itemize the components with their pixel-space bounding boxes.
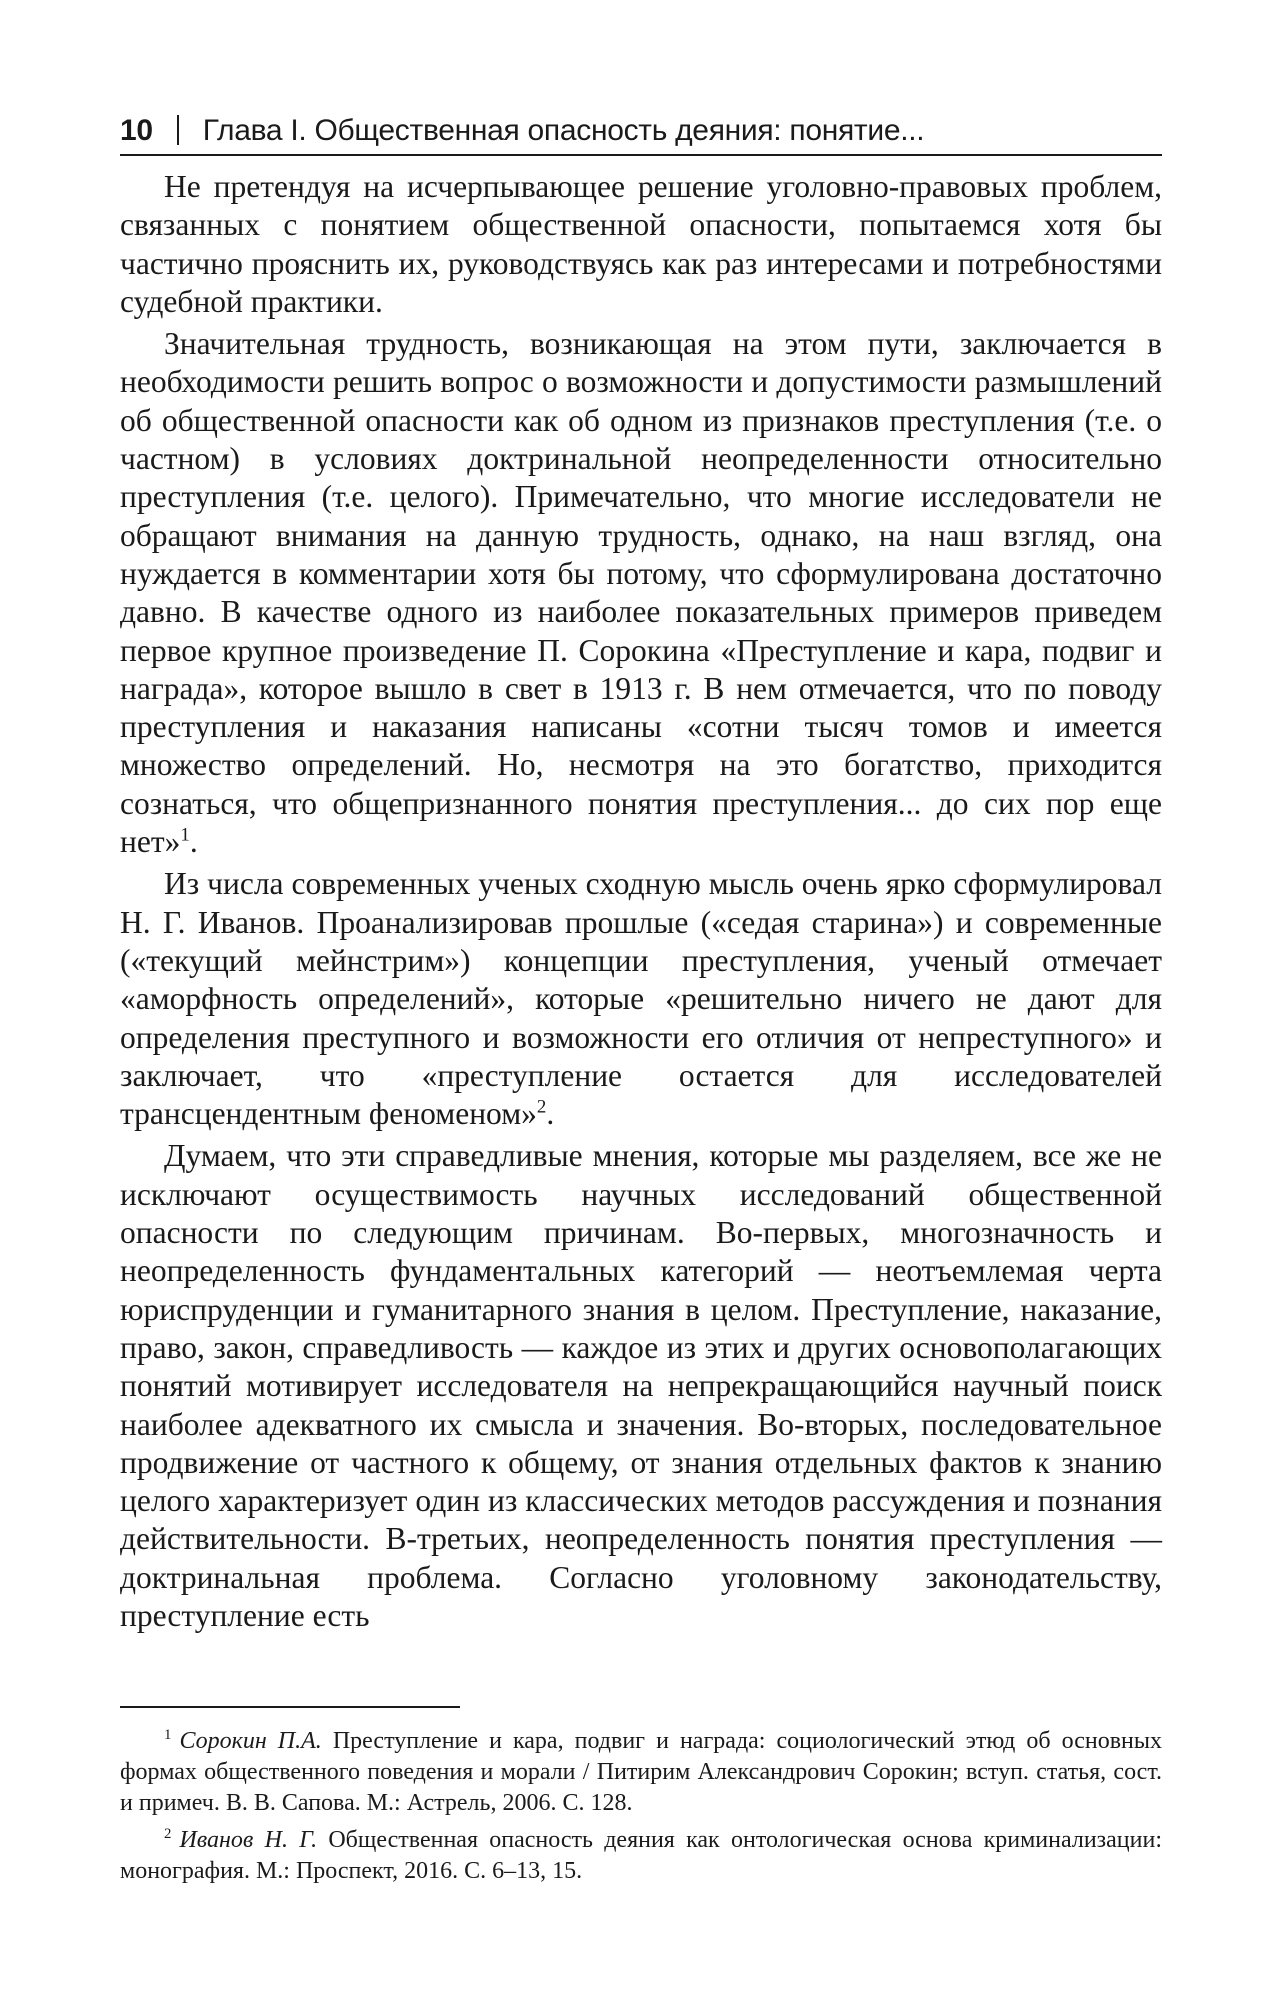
paragraph-4-text: Думаем, что эти справедливые мнения, которые мы разделяем, все же не исключают осуществимость научных исследований общественной опасности по следующим причинам. Во-первых, многозначность и неопределенность фундаментальных категорий — неотъемлемая черта юриспруденции и гуманитарного знания в целом. Преступление, наказание, право, закон, справедливость — каждое из этих и других основополагающих понятий мотивирует исследователя на непрекращающийся научный поиск наиболее адекватного их смысла и значения. Во-вторых, последовательное продвижение от частного к общему, от знания отдельных фактов к знанию целого характеризует один из классических методов рассуждения и познания действительности. В-третьих, неопределенность понятия преступления — доктринальная проблема. Согласно уголовному законодательству, преступление есть xyxy=(120,1138,1162,1633)
footnote-1-mark: 1 xyxy=(164,1727,172,1743)
footnotes xyxy=(120,1726,1162,1893)
chapter-title: Глава I. Общественная опасность деяния: понятие... xyxy=(202,114,925,147)
footnote-ref-1: 1 xyxy=(180,824,190,846)
body-text xyxy=(120,168,1162,1639)
paragraph-1 xyxy=(120,168,1162,321)
footnote-2-mark: 2 xyxy=(164,1826,172,1842)
footnote-2-text: Общественная опасность деяния как онтологическая основа криминализации: монография. М.: Проспект, 2016. С. 6–13, 15. xyxy=(120,1827,1163,1884)
book-page xyxy=(120,0,1162,2000)
paragraph-4 xyxy=(120,1137,1162,1635)
paragraph-3-end: . xyxy=(546,1096,555,1132)
paragraph-2-end: . xyxy=(189,824,198,860)
footnote-rule xyxy=(120,1706,460,1708)
footnote-ref-2: 2 xyxy=(536,1096,547,1118)
paragraph-2 xyxy=(120,325,1162,861)
paragraph-3-text: Из числа современных ученых сходную мысль очень ярко сформулировал Н. Г. Иванов. Проанализировав прошлые («седая старина») и современные («текущий мейнстрим») концепции преступления, ученый отмечает «аморфность определений», которые «решительно ничего не дают для определения преступного и возможности его отличия от непреступного» и заключает, что «преступление остается для исследователей трансцендентным феноменом» xyxy=(120,866,1162,1132)
paragraph-2-text: Значительная трудность, возникающая на этом пути, заключается в необходимости решить вопрос о возможности и допустимости размышлений об общественной опасности как об одном из признаков преступления (т.е. о частном) в условиях доктринальной неопределенности относительно преступления (т.е. целого). Примечательно, что многие исследователи не обращают внимания на данную трудность, однако, на наш взгляд, она нуждается в комментарии хотя бы потому, что сформулирована достаточно давно. В качестве одного из наиболее показательных примеров приведем первое крупное произведение П. Сорокина «Преступление и кара, подвиг и награда», которое вышло в свет в 1913 г. В нем отмечается, что по поводу преступления и наказания написаны «сотни тысяч томов и имеется множество определений. Но, несмотря на это богатство, приходится сознаться, что общепризнанного понятия преступления... до сих пор еще нет» xyxy=(120,326,1162,860)
footnote-2 xyxy=(120,1825,1162,1887)
footnote-1-author: Сорокин П.А. xyxy=(179,1728,322,1754)
header-rule xyxy=(120,154,1162,156)
running-head xyxy=(120,104,1162,148)
paragraph-1-text: Не претендуя на исчерпывающее решение уголовно-правовых проблем, связанных с понятием общественной опасности, попытаемся хотя бы частично прояснить их, руководствуясь как раз интересами и потребностями судебной практики. xyxy=(120,169,1162,319)
page-number: 10 xyxy=(120,114,153,147)
paragraph-3 xyxy=(120,865,1162,1133)
footnote-1 xyxy=(120,1726,1162,1819)
footnote-2-author: Иванов Н. Г. xyxy=(179,1827,318,1853)
header-separator xyxy=(177,115,179,145)
footnote-1-text: Преступление и кара, подвиг и награда: социологический этюд об основных формах общественного поведения и морали / Питирим Александрович Сорокин; вступ. статья, сост. и примеч. В. В. Сапова. М.: Астрель, 2006. С. 128. xyxy=(120,1728,1162,1816)
